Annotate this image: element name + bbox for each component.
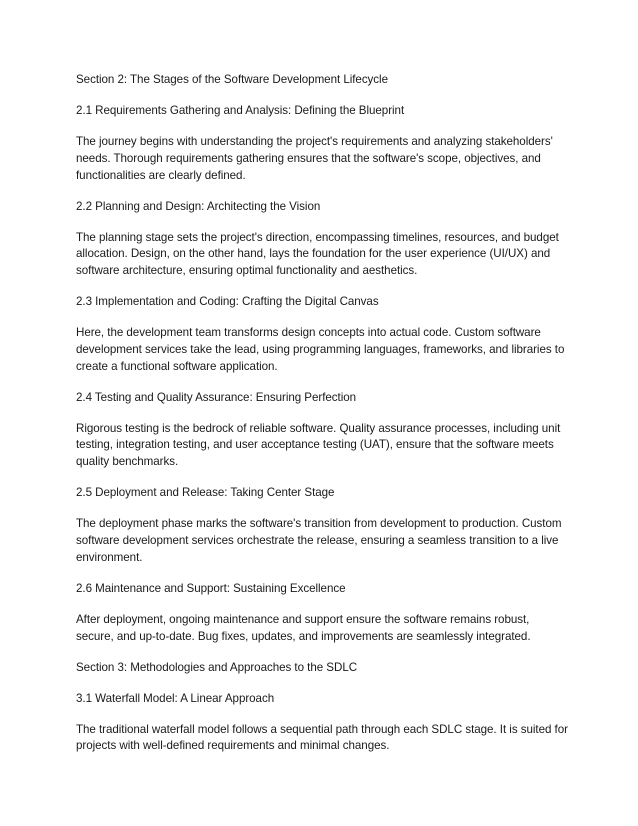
paragraph: The planning stage sets the project's direction, encompassing timelines, resources, and budget allocation. Design, on the other hand, lays the foundation for the user experience (UI/UX) and software architecture, ensuring optimal functionality and aesthetics. <box>76 230 559 278</box>
subsection-heading: 2.4 Testing and Quality Assurance: Ensuring Perfection <box>76 390 357 404</box>
subsection-heading: 3.1 Waterfall Model: A Linear Approach <box>76 691 275 705</box>
paragraph: After deployment, ongoing maintenance and support ensure the software remains robust, secure, and up-to-date. Bug fixes, updates, and improvements are seamlessly integrated. <box>76 612 531 643</box>
paragraph: The deployment phase marks the software's transition from development to production. Custom software development services orchestrate the release, ensuring a seamless transition to a live environment. <box>76 517 562 564</box>
paragraph: The traditional waterfall model follows a sequential path through each SDLC stage. It is suited for projects with well-defined requirements and minimal changes. <box>76 722 568 753</box>
section-heading: Section 3: Methodologies and Approaches to the SDLC <box>76 660 358 674</box>
subsection-heading: 2.3 Implementation and Coding: Crafting the Digital Canvas <box>76 295 379 309</box>
document-body <box>76 72 568 769</box>
subsection-heading: 2.2 Planning and Design: Architecting the Vision <box>76 199 321 213</box>
paragraph: Here, the development team transforms design concepts into actual code. Custom software development services take the lead, using programming languages, frameworks, and libraries to create a functional software application. <box>76 326 565 373</box>
subsection-heading: 2.1 Requirements Gathering and Analysis: Defining the Blueprint <box>76 103 405 117</box>
paragraph: The journey begins with understanding the project's requirements and analyzing stakeholders' needs. Thorough requirements gathering ensures that the software's scope, objectives, and functionalities are clearly defined. <box>76 134 553 182</box>
paragraph: Rigorous testing is the bedrock of reliable software. Quality assurance processes, including unit testing, integration testing, and user acceptance testing (UAT), ensure that the software meets quality benchmarks. <box>76 421 561 469</box>
subsection-heading: 2.5 Deployment and Release: Taking Center Stage <box>76 486 335 500</box>
subsection-heading: 2.6 Maintenance and Support: Sustaining Excellence <box>76 581 346 595</box>
section-heading: Section 2: The Stages of the Software Development Lifecycle <box>76 73 388 86</box>
